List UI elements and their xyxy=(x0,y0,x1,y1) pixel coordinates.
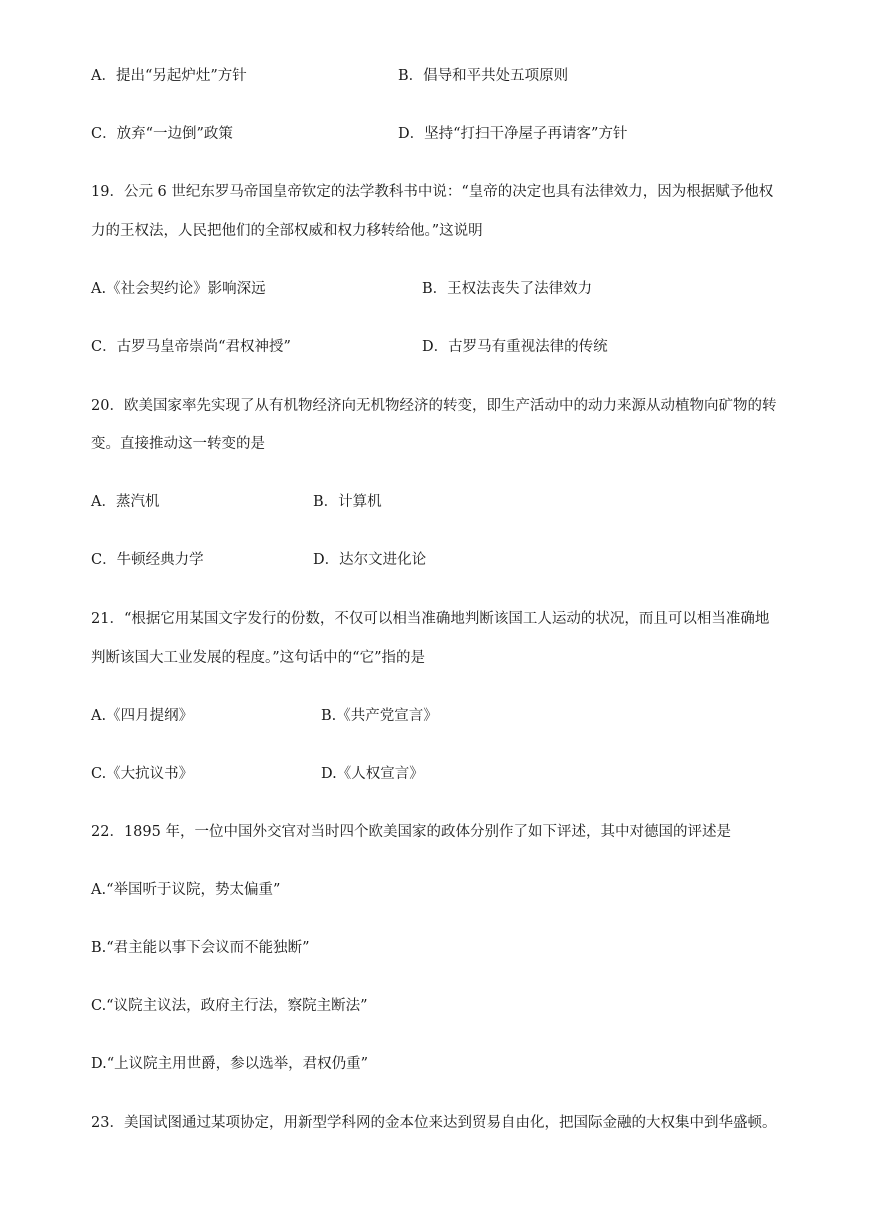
q18-option-a: A．提出“另起炉灶”方针 xyxy=(91,68,247,84)
q21-stem-line-2: 判断该国大工业发展的程度。”这句话中的“它”指的是 xyxy=(91,650,425,666)
q22-option-a: A.“举国听于议院，势太偏重” xyxy=(91,882,281,898)
q20-option-a: A．蒸汽机 xyxy=(91,494,160,510)
q22-stem-line-1: 22．1895 年，一位中国外交官对当时四个欧美国家的政体分别作了如下评述，其中对德国的评述是 xyxy=(91,824,731,840)
q19-option-a: A.《社会契约论》影响深远 xyxy=(91,281,266,297)
q23-stem-line-1: 23．美国试图通过某项协定，用新型学科网的金本位来达到贸易自由化，把国际金融的大权集中到华盛顿。 xyxy=(91,1115,777,1131)
q20-option-b: B．计算机 xyxy=(313,494,382,510)
q19-option-d: D．古罗马有重视法律的传统 xyxy=(422,339,608,355)
q18-option-d: D．坚持“打扫干净屋子再请客”方针 xyxy=(398,126,628,142)
q18-option-c: C．放弃“一边倒”政策 xyxy=(91,126,233,142)
q19-option-b: B．王权法丧失了法律效力 xyxy=(422,281,593,297)
q19-option-c: C．古罗马皇帝崇尚“君权神授” xyxy=(91,339,291,355)
q21-option-a: A.《四月提纲》 xyxy=(91,708,194,724)
q21-option-c: C.《大抗议书》 xyxy=(91,766,194,782)
q20-option-c: C．牛顿经典力学 xyxy=(91,552,204,568)
q21-stem-line-1: 21．“根据它用某国文字发行的份数，不仅可以相当准确地判断该国工人运动的状况，而且可以相当准确地 xyxy=(91,611,770,627)
q21-option-d: D.《人权宣言》 xyxy=(321,766,424,782)
q20-stem-line-1: 20．欧美国家率先实现了从有机物经济向无机物经济的转变，即生产活动中的动力来源从动植物向矿物的转 xyxy=(91,398,777,414)
q20-stem-line-2: 变。直接推动这一转变的是 xyxy=(91,436,265,452)
q19-stem-line-2: 力的王权法，人民把他们的全部权威和权力移转给他。”这说明 xyxy=(91,223,483,239)
q22-option-b: B.“君主能以事下会议而不能独断” xyxy=(91,940,310,956)
q21-option-b: B.《共产党宣言》 xyxy=(321,708,438,724)
q18-option-b: B．倡导和平共处五项原则 xyxy=(398,68,569,84)
q22-option-d: D.“上议院主用世爵，参以选举，君权仍重” xyxy=(91,1056,369,1072)
q19-stem-line-1: 19．公元 6 世纪东罗马帝国皇帝钦定的法学教科书中说：“皇帝的决定也具有法律效力，因为根据赋予他权 xyxy=(91,184,774,200)
q22-option-c: C.“议院主议法，政府主行法，察院主断法” xyxy=(91,998,368,1014)
q20-option-d: D．达尔文进化论 xyxy=(313,552,427,568)
